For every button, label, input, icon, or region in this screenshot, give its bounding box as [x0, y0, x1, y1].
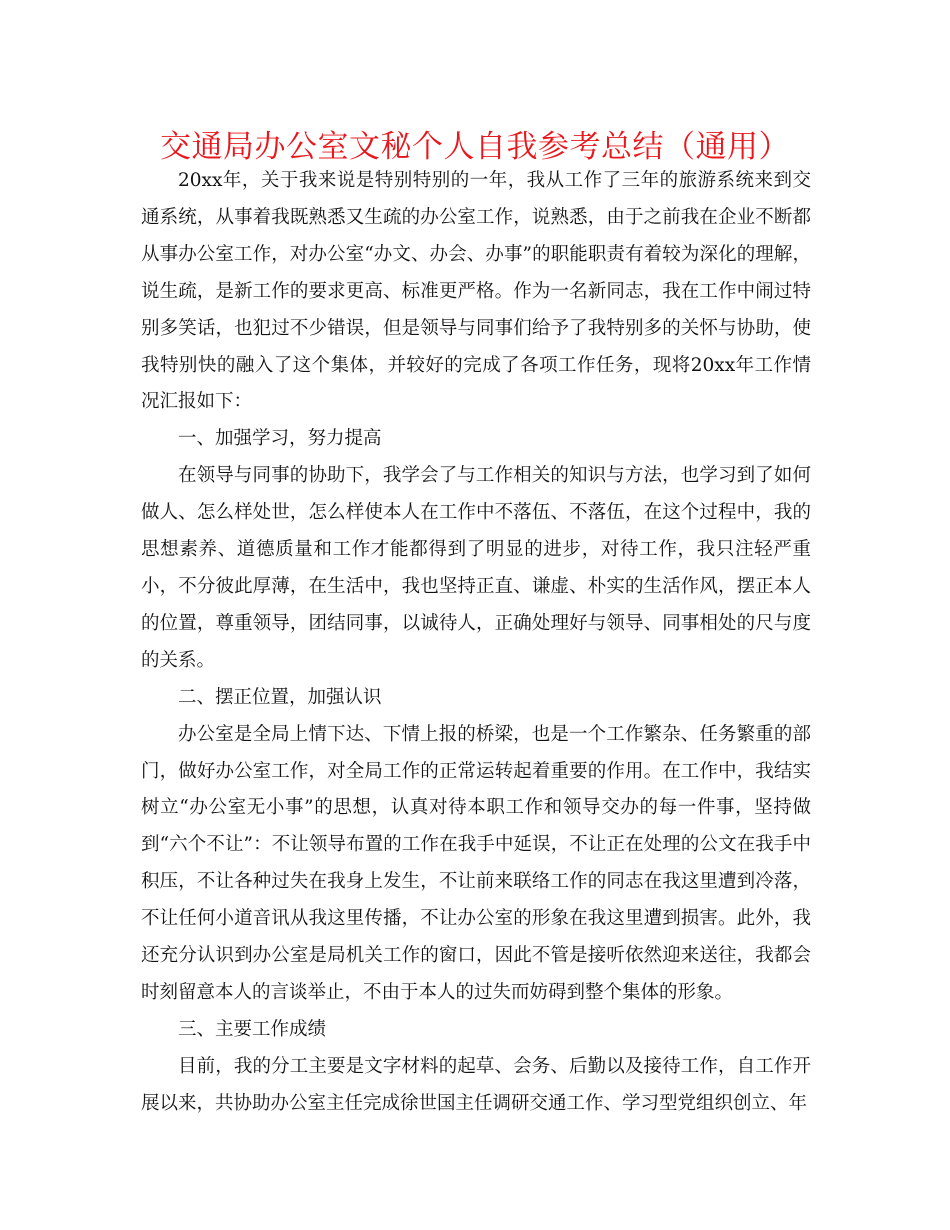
section-heading-3: 三、主要工作成绩	[178, 1018, 327, 1040]
document-title: 交通局办公室文秘个人自我参考总结（通用）	[160, 129, 790, 165]
paragraph-section-2: 办公室是全局上情下达、下情上报的桥梁，也是一个工作繁杂、任务繁重的部门，做好办公室工作，对全局工作的正常运转起着重要的作用。在工作中，我结实树立“办公室无小事”的思想，认真对待本职工作和领导交办的每一件事，坚持做到“六个不让”：不让领导布置的工作在我手中延误，不让正在处理的公文在我手中积压，不让各种过失在我身上发生，不让前来联络工作的同志在我这里遭到冷落，不让任何小道音讯从我这里传播，不让办公室的形象在我这里遭到损害。此外，我还充分认识到办公室是局机关工作的窗口，因此不管是接听依然迎来送往，我都会时刻留意本人的言谈举止，不由于本人的过失而妨碍到整个集体的形象。	[141, 723, 811, 1003]
document-body	[141, 163, 811, 1123]
paragraph-section-1: 在领导与同事的协助下，我学会了与工作相关的知识与方法，也学习到了如何做人、怎么样处世，怎么样使本人在工作中不落伍、不落伍，在这个过程中，我的思想素养、道德质量和工作才能都得到了明显的进步，对待工作，我只注轻严重小，不分彼此厚薄，在生活中，我也坚持正直、谦虚、朴实的生活作风，摆正本人的位置，尊重领导，团结同事，以诚待人，正确处理好与领导、同事相处的尺与度的关系。	[141, 465, 811, 671]
section-heading-2: 二、摆正位置，加强认识	[178, 686, 382, 708]
section-heading-1: 一、加强学习，努力提高	[178, 428, 382, 450]
paragraph-section-3: 目前，我的分工主要是文字材料的起草、会务、后勤以及接待工作，自工作开展以来，共协助办公室主任完成徐世国主任调研交通工作、学习型党组织创立、年	[141, 1055, 811, 1114]
paragraph-intro: 20xx年，关于我来说是特别特别的一年，我从工作了三年的旅游系统来到交通系统，从事着我既熟悉又生疏的办公室工作，说熟悉，由于之前我在企业不断都从事办公室工作，对办公室“办文、办会、办事”的职能职责有着较为深化的理解，说生疏，是新工作的要求更高、标准更严格。作为一名新同志，我在工作中闹过特别多笑话，也犯过不少错误，但是领导与同事们给予了我特别多的关怀与协助，使我特别快的融入了这个集体，并较好的完成了各项工作任务，现将20xx年工作情况汇报如下：	[141, 170, 811, 413]
